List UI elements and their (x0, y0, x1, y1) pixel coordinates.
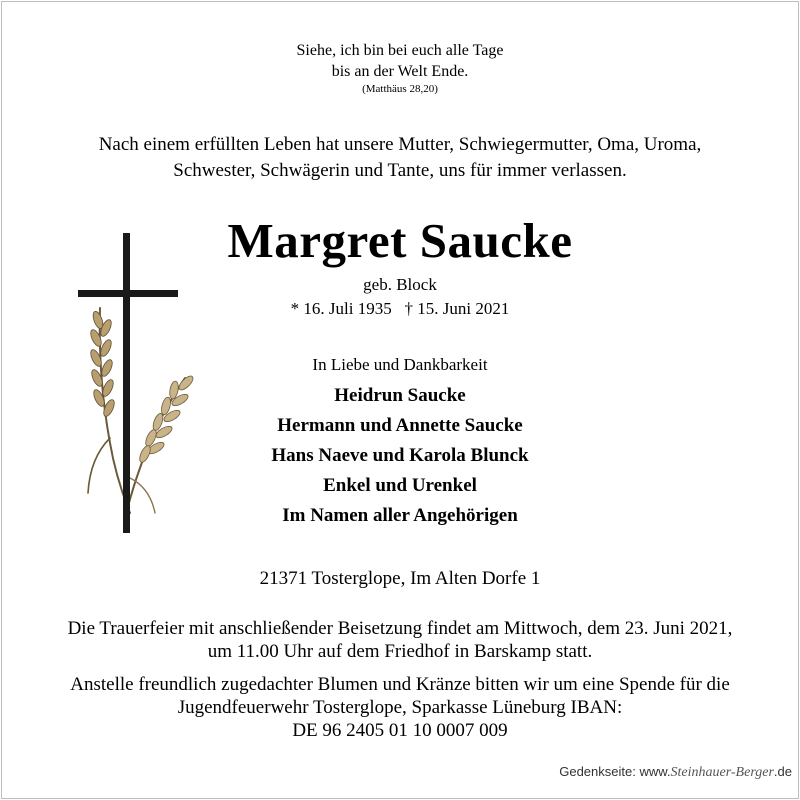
family-address: 21371 Tosterglope, Im Alten Dorfe 1 (259, 568, 541, 589)
footer-brand: Steinhauer-Berger (670, 765, 774, 780)
verse-line-1: Siehe, ich bin bei euch alle Tage (296, 42, 504, 59)
donation-line-2: Jugendfeuerwehr Tosterglope, Sparkasse Lüneburg IBAN: (177, 697, 623, 718)
intro-line-2: Schwester, Schwägerin und Tante, uns für immer verlassen. (173, 160, 627, 181)
mourner-name: Hermann und Annette Saucke (277, 415, 523, 436)
memorial-page-link[interactable] (559, 764, 792, 781)
donation-line-1: Anstelle freundlich zugedachter Blumen und Kränze bitten wir um eine Spende für die (70, 674, 730, 695)
mourner-name: Hans Naeve und Karola Blunck (271, 445, 529, 466)
footer-suffix: .de (773, 764, 792, 779)
deceased-name: Margret Saucke (227, 213, 573, 268)
ceremony-line-2: um 11.00 Uhr auf dem Friedhof in Barskamp statt. (207, 641, 593, 662)
mourner-name: Enkel und Urenkel (323, 475, 477, 496)
ceremony-line-1: Die Trauerfeier mit anschließender Beisetzung findet am Mittwoch, dem 23. Juni 2021, (67, 618, 733, 639)
verse-reference: (Matthäus 28,20) (362, 83, 438, 95)
mourners-heading: In Liebe und Dankbarkeit (312, 355, 488, 374)
life-dates: * 16. Juli 1935 † 15. Juni 2021 (290, 299, 510, 318)
maiden-name: geb. Block (363, 275, 437, 294)
intro-line-1: Nach einem erfüllten Leben hat unsere Mutter, Schwiegermutter, Oma, Uroma, (98, 134, 702, 155)
verse-line-2: bis an der Welt Ende. (331, 63, 469, 80)
footer-prefix: Gedenkseite: www. (559, 764, 671, 779)
donation-iban: DE 96 2405 01 10 0007 009 (292, 720, 508, 741)
mourner-name: Im Namen aller Angehörigen (282, 505, 518, 526)
mourner-name: Heidrun Saucke (334, 385, 466, 406)
